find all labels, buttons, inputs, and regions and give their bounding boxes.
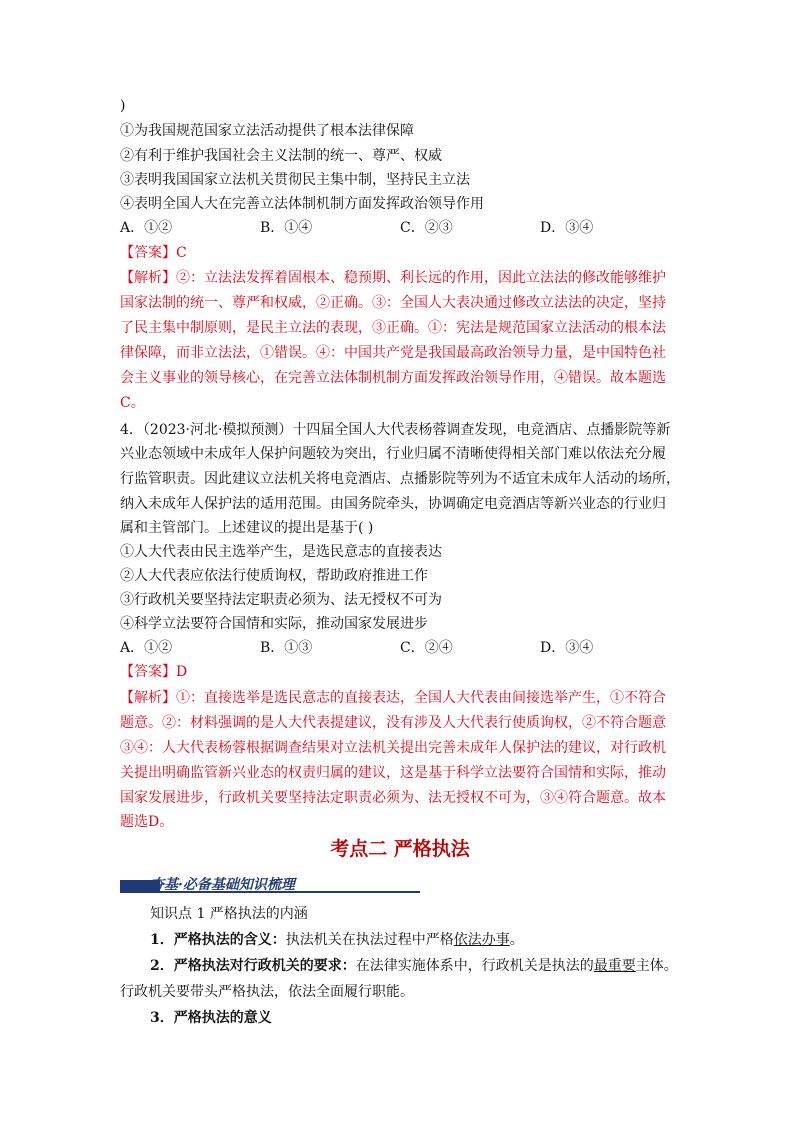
q3-analysis-line: 【解析】②：立法法发挥着固根本、稳预期、利长远的作用，因此立法法的修改能够维护 bbox=[120, 270, 666, 286]
q4-stem-line: 兴业态领域中未成年人保护问题较为突出，行业归属不清晰使得相关部门难以依法充分履 bbox=[120, 446, 666, 462]
q3-answer: 【答案】C bbox=[120, 245, 187, 261]
point-1-end: 。 bbox=[509, 932, 524, 948]
point-2-label: 2．严格执法对行政机关的要求： bbox=[150, 958, 356, 974]
q4-statement-1: ①人大代表由民主选举产生，是选民意志的直接表达 bbox=[120, 544, 442, 560]
q4-stem-line: 属和主管部门。上述建议的提出是基于( ) bbox=[120, 520, 374, 536]
q4-stem-line: 行监管职责。因此建议立法机关将电竞酒店、点播影院等列为不适宜未成年人活动的场所， bbox=[120, 471, 680, 487]
banner-text: 夯基·必备基础知识梳理 bbox=[150, 877, 295, 893]
q3-statement-1: ①为我国规范国家立法活动提供了根本法律保障 bbox=[120, 123, 414, 139]
q4-analysis-line: 关提出明确监管新兴业态的权责归属的建议，这是基于科学立法要符合国情和实际，推动 bbox=[120, 765, 666, 781]
q4-stem-line: 纳入未成年人保护法的适用范围。由国务院牵头，协调确定电竞酒店等新兴业态的行业归 bbox=[120, 496, 666, 512]
q3-analysis-line: 了民主集中制原则，是民主立法的表现，③正确。①：宪法是规范国家立法活动的根本法 bbox=[120, 320, 666, 336]
point-1-label: 1．严格执法的含义： bbox=[150, 932, 286, 948]
q3-stem-tail: ) bbox=[120, 98, 126, 114]
q4-option-d: D．③④ bbox=[540, 640, 594, 656]
q3-analysis-line: 律保障，而非立法法，①错误。④：中国共产党是我国最高政治领导力量，是中国特色社 bbox=[120, 345, 666, 361]
q4-statement-2: ②人大代表应依法行使质询权，帮助政府推进工作 bbox=[120, 568, 428, 584]
q3-option-d: D．③④ bbox=[540, 220, 594, 236]
q3-statement-4: ④表明全国人大在完善立法体制机制方面发挥政治领导作用 bbox=[120, 196, 484, 212]
section-title: 考点二 严格执法 bbox=[330, 838, 470, 860]
q3-option-c: C．②③ bbox=[400, 220, 453, 236]
point-1-text: 执法机关在执法过程中严格 bbox=[285, 932, 454, 948]
knowledge-heading: 知识点 1 严格执法的内涵 bbox=[150, 906, 308, 922]
q4-option-a: A．①② bbox=[120, 640, 173, 656]
q3-option-b: B．①④ bbox=[260, 220, 313, 236]
knowledge-point-2-cont: 行政机关要带头严格执法，依法全面履行职能。 bbox=[120, 984, 414, 1000]
q3-statement-3: ③表明我国国家立法机关贯彻民主集中制，坚持民主立法 bbox=[120, 172, 470, 188]
q3-analysis-line: C。 bbox=[120, 395, 145, 411]
q3-statement-2: ②有利于维护我国社会主义法制的统一、尊严、权威 bbox=[120, 148, 442, 164]
point-3-label: 3．严格执法的意义 bbox=[150, 1010, 272, 1026]
q4-analysis-line: ③④：人大代表杨蓉根据调查结果对立法机关提出完善未成年人保护法的建议，对行政机 bbox=[120, 740, 666, 756]
q4-answer: 【答案】D bbox=[120, 664, 188, 680]
q4-statement-4: ④科学立法要符合国情和实际，推动国家发展进步 bbox=[120, 616, 428, 632]
point-2-end: 主体。 bbox=[635, 958, 678, 974]
q3-analysis-line: 国家法制的统一、尊严和权威，②正确。③：全国人大表决通过修改立法法的决定，坚持 bbox=[120, 295, 666, 311]
q3-option-a: A．①② bbox=[120, 220, 173, 236]
q4-statement-3: ③行政机关要坚持法定职责必须为、法无授权不可为 bbox=[120, 592, 442, 608]
q4-analysis-line: 题选D。 bbox=[120, 814, 174, 830]
point-2-text: 在法律实施体系中，行政机关是执法的 bbox=[355, 958, 594, 974]
q4-option-b: B．①③ bbox=[260, 640, 313, 656]
q4-analysis-line: 【解析】①：直接选举是选民意志的直接表达，全国人大代表由间接选举产生，①不符合 bbox=[120, 690, 666, 706]
q4-stem-line: 4．（2023·河北·模拟预测）十四届全国人大代表杨蓉调查发现，电竞酒店、点播影院等新 bbox=[120, 422, 671, 438]
knowledge-point-2 bbox=[150, 956, 678, 976]
q4-option-c: C．②④ bbox=[400, 640, 453, 656]
section-banner bbox=[120, 874, 420, 894]
knowledge-point-3 bbox=[150, 1008, 272, 1028]
q4-analysis-line: 题意。②：材料强调的是人大代表提建议，没有涉及人大代表行使质询权，②不符合题意 bbox=[120, 715, 666, 731]
q3-analysis-line: 会主义事业的领导核心，在完善立法体制机制方面发挥政治领导作用，④错误。故本题选 bbox=[120, 370, 666, 386]
point-1-underlined: 依法办事 bbox=[453, 932, 510, 948]
q4-analysis-line: 国家发展进步，行政机关要坚持法定职责必须为、法无授权不可为，③④符合题意。故本 bbox=[120, 790, 666, 806]
knowledge-point-1 bbox=[150, 930, 524, 950]
point-2-underlined: 最重要 bbox=[593, 958, 636, 974]
